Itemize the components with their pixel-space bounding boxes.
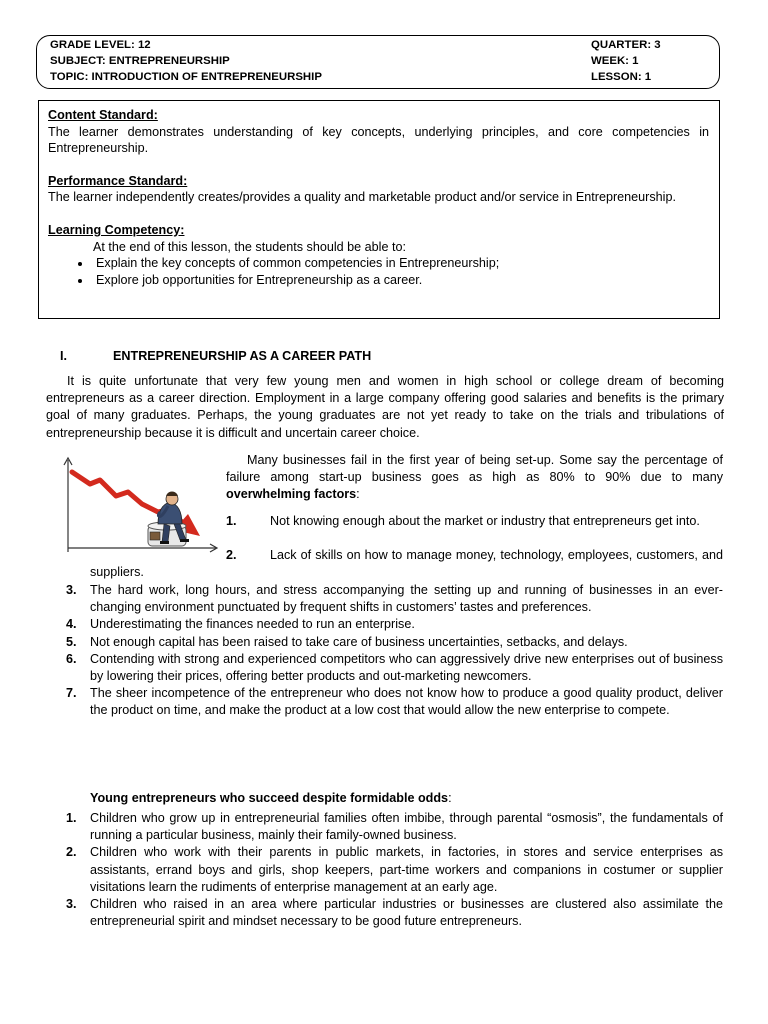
success-list — [66, 810, 723, 930]
subject: SUBJECT: ENTREPRENEURSHIP — [50, 55, 230, 67]
factor-number: 1. — [226, 514, 237, 528]
factor-item — [66, 651, 723, 685]
lesson: LESSON: 1 — [591, 71, 652, 83]
factor-number: 3. — [66, 583, 77, 597]
success-item — [66, 810, 723, 844]
success-number: 3. — [66, 897, 77, 912]
success-heading-colon: : — [448, 791, 452, 805]
factor-item — [66, 685, 723, 719]
factor-text: Underestimating the finances needed to run an enterprise. — [90, 617, 415, 632]
factor-item — [66, 616, 723, 633]
success-item — [66, 896, 723, 930]
section-number: I. — [60, 349, 67, 363]
lesson-header — [36, 35, 720, 89]
header-row-1 — [37, 39, 719, 55]
header-row-3 — [37, 71, 719, 87]
factor-item — [90, 547, 723, 581]
quarter: QUARTER: 3 — [591, 39, 661, 51]
factor-item — [66, 634, 723, 651]
factor-number: 6. — [66, 651, 77, 666]
competency-item: • Explore job opportunities for Entrepreneurship as a career. — [92, 272, 709, 289]
header-row-2 — [37, 55, 719, 71]
performance-standard-title: Performance Standard: — [48, 173, 188, 188]
success-heading-text: Young entrepreneurs who succeed despite formidable odds — [90, 791, 449, 805]
section-title: ENTREPRENEURSHIP AS A CAREER PATH — [113, 349, 372, 363]
sad-businessman-icon — [148, 492, 189, 547]
performance-standard-text: The learner independently creates/provides a quality and marketable product and/or service in Entrepreneurship. — [48, 190, 676, 205]
overwhelming-factors-term: overwhelming factors — [226, 487, 357, 502]
factor-text: Not knowing enough about the market or industry that entrepreneurs get into. — [270, 514, 700, 528]
success-item — [66, 844, 723, 896]
competency-intro: At the end of this lesson, the students should be able to: — [93, 239, 406, 254]
failure-paragraph-text: Many businesses fail in the first year of being set-up. Some say the percentage of failure among start-up business goes as high as 80% to 90% due to many — [226, 453, 723, 485]
competency-list — [48, 255, 709, 288]
factor-text: The sheer incompetence of the entrepreneur who does not know how to produce a good quality product, deliver the product on time, and make the product at a low cost that would allow the new enterprise to compete. — [90, 686, 723, 718]
factor-number: 7. — [66, 686, 77, 701]
factor-item — [66, 582, 723, 616]
standards-box — [38, 100, 720, 319]
factor-text: The hard work, long hours, and stress accompanying the setting up and running of businesses in an ever-changing environment punctuated by frequent shifts in customers’ tastes and preferences. — [90, 583, 723, 615]
section-heading — [60, 349, 371, 363]
success-text: Children who work with their parents in public markets, in factories, in stores and service enterprises as assistants, errand boys and girls, shop keepers, part-time workers and companions in costumer or supplier visitations learn the rudiments of enterprise management at an early age. — [90, 845, 723, 894]
success-text: Children who grow up in entrepreneurial families often imbibe, through parental “osmosis”, the fundamentals of running a particular business, mainly their family-owned business. — [90, 811, 723, 843]
factor-text: Lack of skills on how to manage money, technology, employees, customers, and suppliers. — [90, 548, 723, 580]
declining-business-illustration — [50, 452, 222, 562]
topic: TOPIC: INTRODUCTION OF ENTREPRENEURSHIP — [50, 71, 322, 83]
week: WEEK: 1 — [591, 55, 639, 67]
failure-paragraph-colon: : — [356, 487, 360, 502]
success-text: Children who raised in an area where particular industries or businesses are clustered also assimilate the entrepreneurial spirit and mindset necessary to be good future entrepreneurs. — [90, 897, 723, 929]
factor-list — [66, 582, 723, 720]
factor-number: 5. — [66, 634, 77, 649]
factor-number: 2. — [226, 548, 237, 562]
content-standard-text: The learner demonstrates understanding of key concepts, underlying principles, and core competencies in Entrepreneurship. — [48, 124, 709, 156]
success-number: 1. — [66, 811, 77, 825]
success-number: 2. — [66, 845, 77, 860]
factor-text: Contending with strong and experienced competitors who can aggressively drive new enterprises out of business by lowering their prices, offering better products and out-marketing newcomers. — [90, 651, 723, 684]
grade-level: GRADE LEVEL: 12 — [50, 39, 151, 51]
success-heading — [90, 791, 452, 805]
competency-item: • Explain the key concepts of common competencies in Entrepreneurship; — [92, 255, 709, 272]
factor-number: 4. — [66, 617, 77, 632]
factor-item — [226, 513, 723, 530]
factor-text: Not enough capital has been raised to take care of business uncertainties, setbacks, and delays. — [90, 634, 628, 649]
failure-paragraph — [226, 452, 723, 504]
intro-paragraph: It is quite unfortunate that very few young men and women in high school or college dream of becoming entrepreneurs as a career direction. Employment in a large company offering good salaries and benefits is the primary goal of many graduates. Perhaps, the young graduates are not yet ready to take on the trials and tribulations of entrepreneurship because it is difficult and uncertain career choice. — [46, 374, 724, 440]
content-standard-title: Content Standard: — [48, 108, 158, 122]
learning-competency-title: Learning Competency: — [48, 222, 185, 237]
